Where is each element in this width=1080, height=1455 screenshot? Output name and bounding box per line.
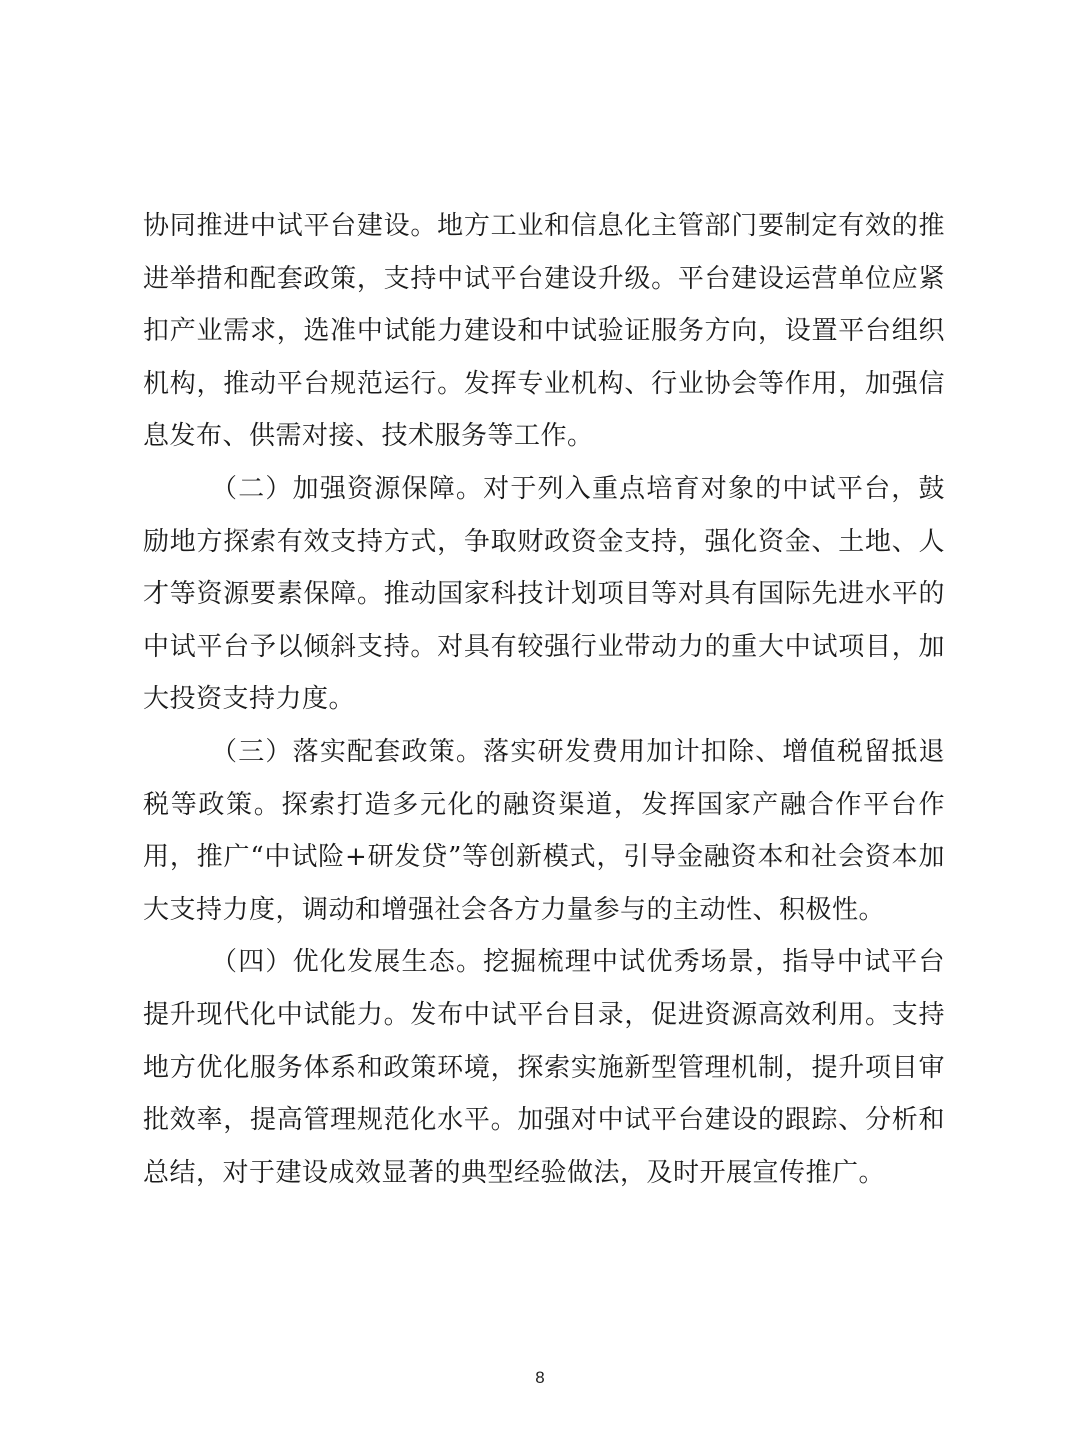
- paragraph-continuation: 协同推进中试平台建设。地方工业和信息化主管部门要制定有效的推进举措和配套政策，支持中试平台建设升级。平台建设运营单位应紧扣产业需求，选准中试能力建设和中试验证服务方向，设置平台组织机构，推动平台规范运行。发挥专业机构、行业协会等作用，加强信息发布、供需对接、技术服务等工作。: [143, 211, 945, 452]
- page-number: 8: [535, 1368, 545, 1387]
- paragraph-supporting-policies: （三）落实配套政策。落实研发费用加计扣除、增值税留抵退税等政策。探索打造多元化的融资渠道，发挥国家产融合作平台作用，推广“中试险+研发贷”等创新模式，引导金融资本和社会资本加大支持力度，调动和增强社会各方力量参与的主动性、积极性。: [143, 736, 945, 925]
- body-text: [143, 200, 945, 1199]
- paragraph-development-ecology: （四）优化发展生态。挖掘梳理中试优秀场景，指导中试平台提升现代化中试能力。发布中试平台目录，促进资源高效利用。支持地方优化服务体系和政策环境，探索实施新型管理机制，提升项目审批效率，提高管理规范化水平。加强对中试平台建设的跟踪、分析和总结，对于建设成效显著的典型经验做法，及时开展宣传推广。: [143, 947, 945, 1188]
- paragraph-resource-guarantee: （二）加强资源保障。对于列入重点培育对象的中试平台，鼓励地方探索有效支持方式，争取财政资金支持，强化资金、土地、人才等资源要素保障。推动国家科技计划项目等对具有国际先进水平的中试平台予以倾斜支持。对具有较强行业带动力的重大中试项目，加大投资支持力度。: [143, 473, 945, 715]
